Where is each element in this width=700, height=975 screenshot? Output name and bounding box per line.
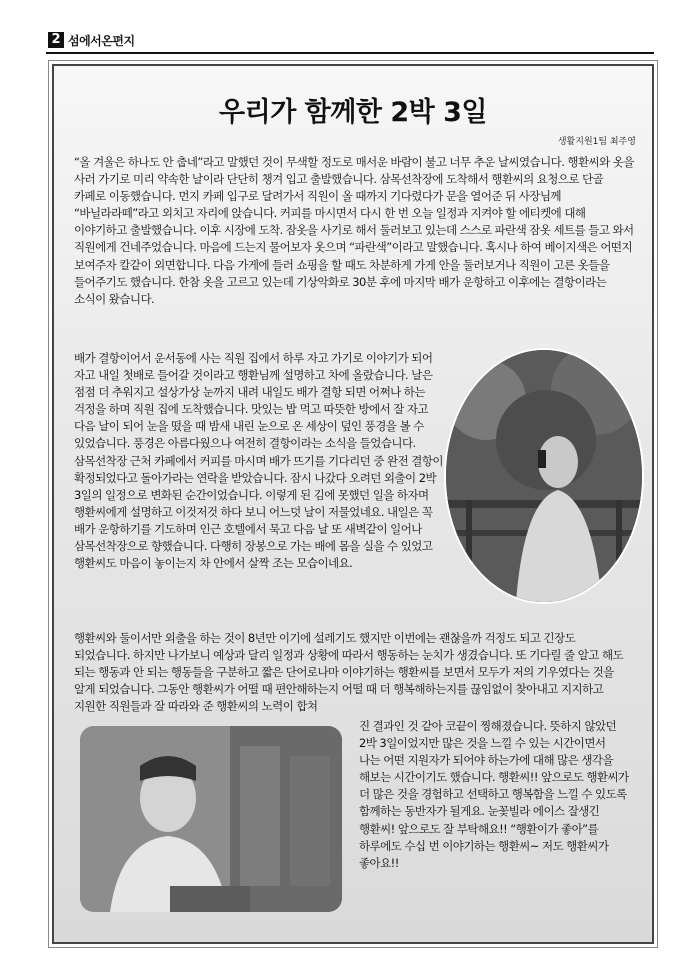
oval-photo-illustration: [446, 350, 642, 602]
article-title: 우리가 함께한 2박 3일: [219, 97, 487, 128]
article-frame: [52, 64, 654, 944]
article-paragraph-2: 배가 결항이어서 운서동에 사는 직원 집에서 하루 자고 가기로 이야기가 되어 자고 내일 첫배로 들어갈 것이라고 행환님께 설명하고 차에 올랐습니다. 날은 점점 더 추워지고 설상가상 눈까지 내려 내일도 배가 결항 되면 어쩌나 하는 걱정을 하며 직원 집에 도착했습니다. 맛있는 밥 먹고 따뜻한 방에서 잘 자고 다음 날이 되어 눈을 떴을 때 밤새 내린 눈으로 온 세상이 덮인 풍경을 볼 수 있었습니다. 풍경은 아름다웠으나 여전히 결항이라는 소식을 들었습니다. 삼목선착장 근처 카페에서 커피를 마시며 배가 뜨기를 기다리던 중 완전 결항이 확정되었다고 돌아가라는 연락을 받았습니다. 잠시 나갔다 오려던 외출이 2박 3일의 일정으로 변화된 순간이었습니다. 이렇게 된 김에 못했던 일을 하자며 행환씨에게 설명하고 이것저것 하다 보니 어느덧 날이 저물었네요. 내일은 꼭 배가 운항하기를 기도하며 인근 호텔에서 묵고 다음 날 또 새벽같이 일어나 삼목선착장으로 향했습니다. 다행히 장봉으로 가는 배에 몸을 실을 수 있었고 행환씨도 마음이 놓이는지 차 안에서 살짝 조는 모습이네요.: [74, 351, 443, 571]
article-byline: 생활지원1팀 최주영: [557, 137, 636, 147]
article-paragraph-4: 진 결과인 것 같아 코끝이 찡해졌습니다. 뜻하지 않았던 2박 3일이었지만 많은 것을 느낄 수 있는 시간이면서 나는 어떤 지원자가 되어야 하는가에 대해 많은 생각을 해보는 시간이기도 했습니다. 행환씨!! 앞으로도 행환씨가 더 많은 것을 경험하고 선택하고 행복함을 느낄 수 있도록 함께하는 동반자가 될게요. 눈꽃빌라 에이스 잘생긴 행환씨! 앞으로도 잘 부탁해요!! “행환이가 좋아”를 하루에도 수십 번 이야기하는 행환씨~ 저도 행환씨가 좋아요!!: [359, 719, 629, 870]
article-paragraph-1: “올 겨울은 하나도 안 춥네”라고 말했던 것이 무색할 정도로 매서운 바람이 불고 너무 추운 날씨였습니다. 행환씨와 옷을 사러 가기로 미리 약속한 날이라 단단히 챙겨 입고 출발했습니다. 삼목선착장에 도착해서 행환씨의 요청으로 단골 카페로 이동했습니다. 먼지 카페 입구로 달려가서 직원이 올 때까지 기다렸다가 문을 열어준 뒤 사장님께 “바닐라라떼”라고 외치고 자리에 앉습니다. 커피를 마시면서 다시 한 번 오늘 일정과 지켜야 할 에티켓에 대해 이야기하고 출발했습니다. 이후 시장에 도착. 잠옷을 사기로 해서 둘러보고 있는데 스스로 파란색 잠옷 세트를 들고 와서 직원에게 건네주었습니다. 마음에 드는지 물어보자 옷으며 “파란색”이라고 말했습니다. 혹시나 하여 베이지색은 어떤지 보여주자 칼같이 외면합니다. 다음 가게에 들러 쇼핑을 할 때도 차분하게 가게 안을 둘러보거나 직원이 고른 옷들을 들어주기도 했습니다. 한참 옷을 고르고 있는데 기상악화로 30분 후에 마지막 배가 운항하고 이후에는 결항이라는 소식이 왔습니다.: [74, 155, 634, 306]
page-header: [48, 30, 135, 50]
publication-name: 섬에서온편지: [68, 33, 135, 48]
oval-photo-man-on-phone: [444, 348, 644, 604]
photo-man-at-cafe: [80, 726, 342, 912]
cafe-photo-illustration: [80, 726, 342, 912]
page-number: 2: [48, 32, 64, 48]
header-rule: [46, 52, 654, 54]
article-paragraph-3: 행환씨와 둘이서만 외출을 하는 것이 8년만 이기에 설레기도 했지만 이번에는 괜찮을까 걱정도 되고 긴장도 되었습니다. 하지만 나가보니 예상과 달리 일정과 상황에 따라서 행동하는 눈치가 생겼습니다. 또 기다릴 줄 알고 해도 되는 행동과 안 되는 행동들을 구분하고 짧은 단어로나마 이야기하는 행환씨를 보면서 모두가 저의 기우였다는 것을 알게 되었습니다. 그동안 행환씨가 어떨 때 편안해하는지 어떨 때 더 행복해하는지를 끊임없이 찾아내고 지지하고 지원한 직원들과 잘 따라와 준 행환씨의 노력이 합쳐: [74, 631, 624, 714]
